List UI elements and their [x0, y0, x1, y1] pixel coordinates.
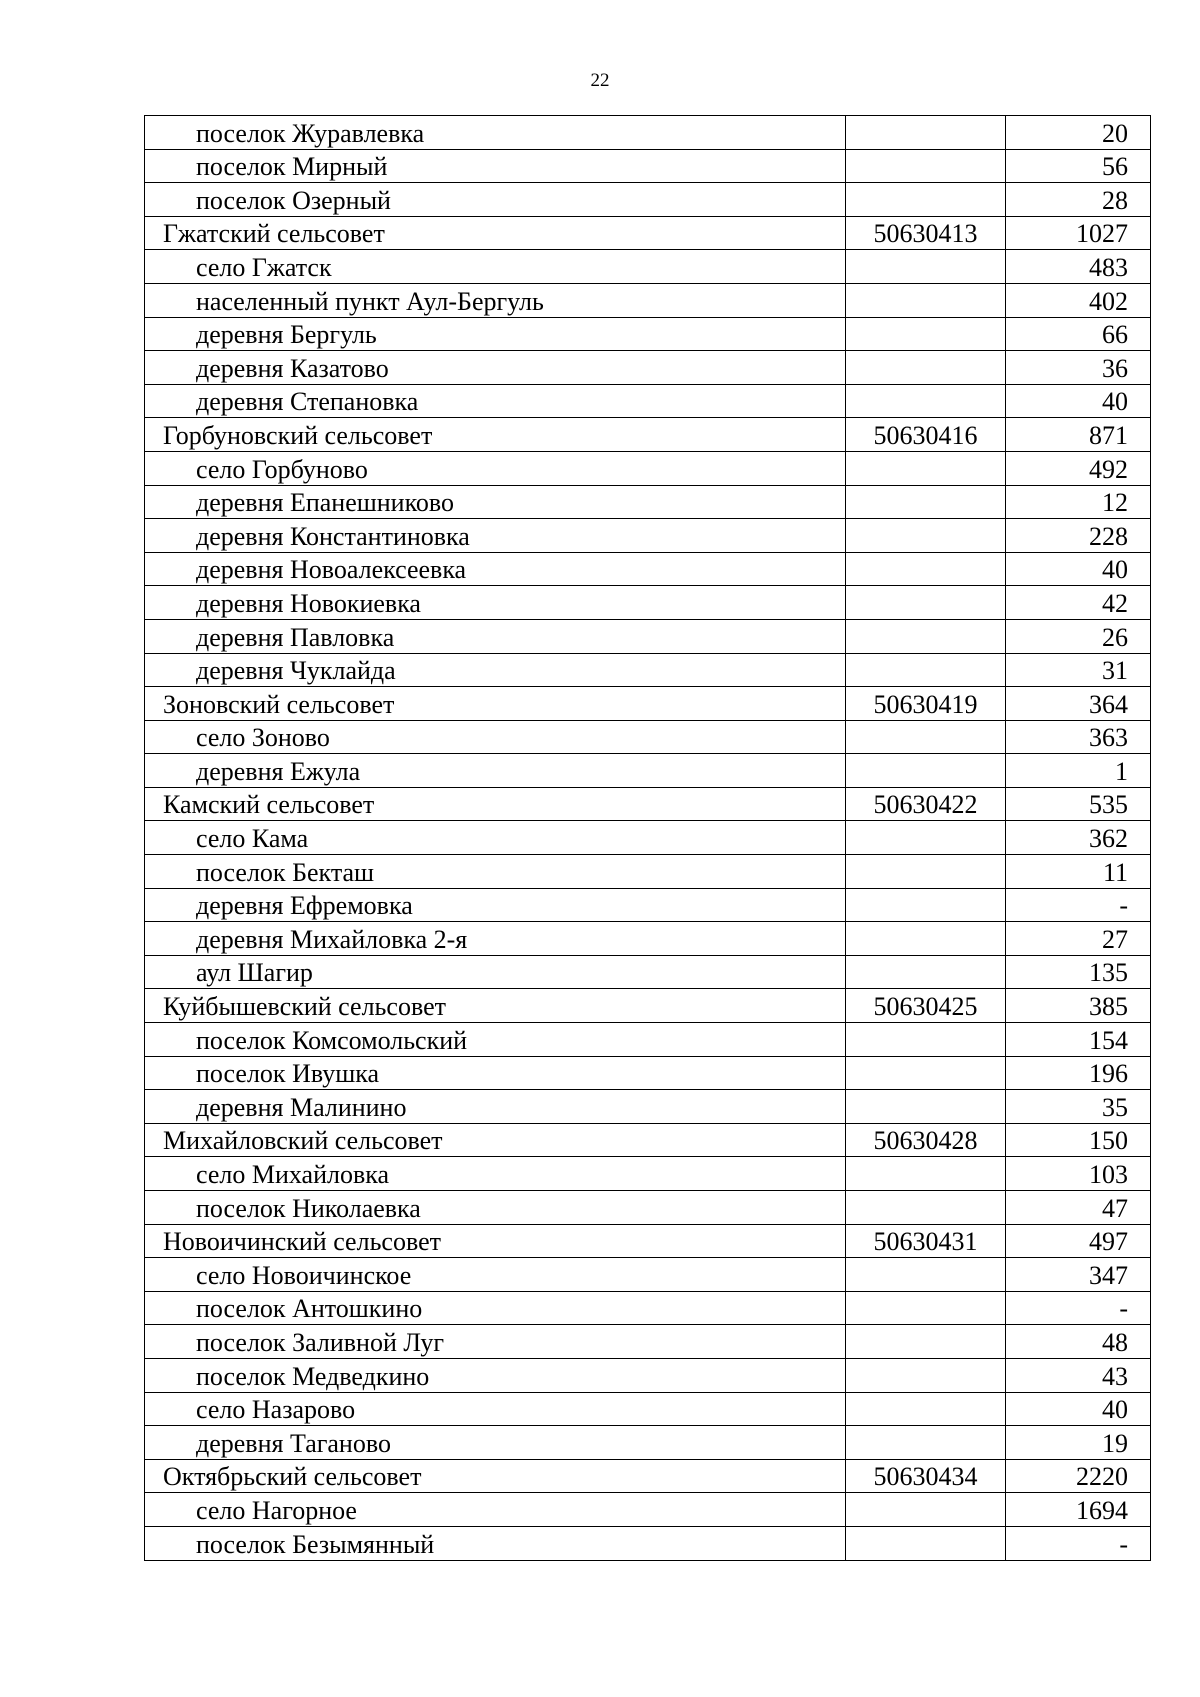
cell-population: 31: [1006, 653, 1151, 687]
settlement-row: [145, 1191, 1151, 1225]
cell-population: 347: [1006, 1258, 1151, 1292]
cell-population: 47: [1006, 1191, 1151, 1225]
cell-name: поселок Ивушка: [145, 1056, 846, 1090]
cell-population: 497: [1006, 1224, 1151, 1258]
council-row: [145, 1459, 1151, 1493]
cell-name: село Зоново: [145, 720, 846, 754]
cell-population: 43: [1006, 1358, 1151, 1392]
council-row: [145, 687, 1151, 721]
cell-population: 27: [1006, 922, 1151, 956]
settlement-row: [145, 619, 1151, 653]
cell-population: 48: [1006, 1325, 1151, 1359]
cell-name: Куйбышевский сельсовет: [145, 989, 846, 1023]
cell-name: населенный пункт Аул-Бергуль: [145, 283, 846, 317]
cell-name: село Горбуново: [145, 451, 846, 485]
cell-oktmo-code: [846, 351, 1006, 385]
cell-oktmo-code: 50630425: [846, 989, 1006, 1023]
cell-population: 36: [1006, 351, 1151, 385]
cell-oktmo-code: [846, 1157, 1006, 1191]
cell-population: 385: [1006, 989, 1151, 1023]
cell-population: -: [1006, 888, 1151, 922]
cell-name: деревня Малинино: [145, 1090, 846, 1124]
cell-population: -: [1006, 1291, 1151, 1325]
cell-name: Октябрьский сельсовет: [145, 1459, 846, 1493]
cell-oktmo-code: [846, 653, 1006, 687]
cell-oktmo-code: [846, 720, 1006, 754]
settlement-row: [145, 955, 1151, 989]
cell-population: 12: [1006, 485, 1151, 519]
cell-oktmo-code: [846, 384, 1006, 418]
cell-oktmo-code: 50630422: [846, 787, 1006, 821]
cell-name: деревня Казатово: [145, 351, 846, 385]
cell-oktmo-code: [846, 250, 1006, 284]
cell-population: 150: [1006, 1123, 1151, 1157]
cell-name: Горбуновский сельсовет: [145, 418, 846, 452]
settlement-row: [145, 149, 1151, 183]
cell-name: поселок Антошкино: [145, 1291, 846, 1325]
cell-oktmo-code: [846, 116, 1006, 150]
settlement-row: [145, 1090, 1151, 1124]
settlement-row: [145, 1426, 1151, 1460]
cell-oktmo-code: [846, 619, 1006, 653]
settlement-row: [145, 351, 1151, 385]
cell-oktmo-code: [846, 1325, 1006, 1359]
cell-name: поселок Журавлевка: [145, 116, 846, 150]
cell-population: 11: [1006, 855, 1151, 889]
cell-population: 362: [1006, 821, 1151, 855]
cell-oktmo-code: [846, 821, 1006, 855]
settlement-row: [145, 720, 1151, 754]
cell-name: деревня Павловка: [145, 619, 846, 653]
cell-name: поселок Бекташ: [145, 855, 846, 889]
cell-oktmo-code: [846, 317, 1006, 351]
cell-oktmo-code: [846, 922, 1006, 956]
cell-name: Гжатский сельсовет: [145, 216, 846, 250]
cell-name: деревня Михайловка 2-я: [145, 922, 846, 956]
council-row: [145, 787, 1151, 821]
cell-population: 871: [1006, 418, 1151, 452]
cell-name: поселок Заливной Луг: [145, 1325, 846, 1359]
cell-population: 402: [1006, 283, 1151, 317]
cell-population: 483: [1006, 250, 1151, 284]
cell-oktmo-code: [846, 855, 1006, 889]
cell-name: деревня Таганово: [145, 1426, 846, 1460]
cell-oktmo-code: [846, 519, 1006, 553]
cell-population: 19: [1006, 1426, 1151, 1460]
cell-name: поселок Озерный: [145, 183, 846, 217]
cell-oktmo-code: [846, 955, 1006, 989]
cell-name: поселок Николаевка: [145, 1191, 846, 1225]
cell-name: деревня Константиновка: [145, 519, 846, 553]
cell-name: село Назарово: [145, 1392, 846, 1426]
cell-oktmo-code: 50630413: [846, 216, 1006, 250]
settlement-row: [145, 451, 1151, 485]
cell-oktmo-code: [846, 1291, 1006, 1325]
cell-name: поселок Комсомольский: [145, 1023, 846, 1057]
settlement-row: [145, 183, 1151, 217]
cell-population: -: [1006, 1526, 1151, 1560]
cell-oktmo-code: [846, 485, 1006, 519]
cell-oktmo-code: 50630428: [846, 1123, 1006, 1157]
settlement-row: [145, 1258, 1151, 1292]
cell-name: деревня Степановка: [145, 384, 846, 418]
cell-oktmo-code: 50630416: [846, 418, 1006, 452]
cell-population: 40: [1006, 1392, 1151, 1426]
settlement-row: [145, 116, 1151, 150]
cell-population: 40: [1006, 384, 1151, 418]
cell-name: Михайловский сельсовет: [145, 1123, 846, 1157]
cell-oktmo-code: [846, 1090, 1006, 1124]
cell-name: деревня Новоалексеевка: [145, 552, 846, 586]
cell-name: поселок Мирный: [145, 149, 846, 183]
settlement-row: [145, 1291, 1151, 1325]
cell-oktmo-code: 50630434: [846, 1459, 1006, 1493]
settlement-row: [145, 855, 1151, 889]
settlement-row: [145, 283, 1151, 317]
settlement-row: [145, 1056, 1151, 1090]
cell-oktmo-code: [846, 1493, 1006, 1527]
settlement-row: [145, 1392, 1151, 1426]
settlement-row: [145, 821, 1151, 855]
council-row: [145, 216, 1151, 250]
cell-name: поселок Медведкино: [145, 1358, 846, 1392]
council-row: [145, 1123, 1151, 1157]
cell-name: деревня Новокиевка: [145, 586, 846, 620]
cell-oktmo-code: 50630431: [846, 1224, 1006, 1258]
settlement-row: [145, 250, 1151, 284]
cell-name: Новоичинский сельсовет: [145, 1224, 846, 1258]
settlement-row: [145, 317, 1151, 351]
cell-population: 535: [1006, 787, 1151, 821]
cell-oktmo-code: [846, 1056, 1006, 1090]
settlement-row: [145, 519, 1151, 553]
cell-population: 28: [1006, 183, 1151, 217]
table-body: [145, 116, 1151, 1561]
cell-oktmo-code: [846, 283, 1006, 317]
cell-population: 364: [1006, 687, 1151, 721]
settlement-row: [145, 888, 1151, 922]
cell-name: деревня Бергуль: [145, 317, 846, 351]
cell-population: 492: [1006, 451, 1151, 485]
cell-oktmo-code: [846, 1023, 1006, 1057]
settlement-row: [145, 754, 1151, 788]
settlements-table: [144, 115, 1151, 1561]
settlement-row: [145, 1493, 1151, 1527]
cell-name: аул Шагир: [145, 955, 846, 989]
settlement-row: [145, 586, 1151, 620]
cell-oktmo-code: [846, 1191, 1006, 1225]
cell-name: поселок Безымянный: [145, 1526, 846, 1560]
cell-population: 196: [1006, 1056, 1151, 1090]
cell-population: 228: [1006, 519, 1151, 553]
cell-name: Зоновский сельсовет: [145, 687, 846, 721]
cell-population: 26: [1006, 619, 1151, 653]
cell-population: 1694: [1006, 1493, 1151, 1527]
council-row: [145, 1224, 1151, 1258]
cell-name: деревня Епанешниково: [145, 485, 846, 519]
council-row: [145, 418, 1151, 452]
page-number: 22: [590, 70, 610, 91]
cell-oktmo-code: [846, 451, 1006, 485]
cell-population: 42: [1006, 586, 1151, 620]
cell-population: 2220: [1006, 1459, 1151, 1493]
cell-population: 1027: [1006, 216, 1151, 250]
cell-oktmo-code: [846, 888, 1006, 922]
cell-population: 1: [1006, 754, 1151, 788]
settlement-row: [145, 485, 1151, 519]
cell-oktmo-code: [846, 1358, 1006, 1392]
cell-oktmo-code: 50630419: [846, 687, 1006, 721]
cell-name: село Новоичинское: [145, 1258, 846, 1292]
council-row: [145, 989, 1151, 1023]
cell-oktmo-code: [846, 1258, 1006, 1292]
cell-name: село Гжатск: [145, 250, 846, 284]
cell-name: деревня Ефремовка: [145, 888, 846, 922]
cell-population: 66: [1006, 317, 1151, 351]
cell-population: 135: [1006, 955, 1151, 989]
cell-oktmo-code: [846, 754, 1006, 788]
cell-name: село Михайловка: [145, 1157, 846, 1191]
settlement-row: [145, 653, 1151, 687]
cell-oktmo-code: [846, 1526, 1006, 1560]
cell-population: 56: [1006, 149, 1151, 183]
cell-oktmo-code: [846, 1426, 1006, 1460]
cell-name: село Нагорное: [145, 1493, 846, 1527]
cell-oktmo-code: [846, 552, 1006, 586]
cell-oktmo-code: [846, 586, 1006, 620]
settlement-row: [145, 384, 1151, 418]
cell-population: 35: [1006, 1090, 1151, 1124]
cell-name: Камский сельсовет: [145, 787, 846, 821]
cell-population: 103: [1006, 1157, 1151, 1191]
cell-population: 20: [1006, 116, 1151, 150]
cell-population: 154: [1006, 1023, 1151, 1057]
settlement-row: [145, 1526, 1151, 1560]
cell-oktmo-code: [846, 1392, 1006, 1426]
settlement-row: [145, 1325, 1151, 1359]
settlement-row: [145, 1157, 1151, 1191]
settlement-row: [145, 1358, 1151, 1392]
cell-oktmo-code: [846, 183, 1006, 217]
settlement-row: [145, 922, 1151, 956]
settlement-row: [145, 552, 1151, 586]
settlement-row: [145, 1023, 1151, 1057]
cell-population: 363: [1006, 720, 1151, 754]
cell-oktmo-code: [846, 149, 1006, 183]
cell-name: деревня Ежула: [145, 754, 846, 788]
cell-name: деревня Чуклайда: [145, 653, 846, 687]
cell-name: село Кама: [145, 821, 846, 855]
cell-population: 40: [1006, 552, 1151, 586]
